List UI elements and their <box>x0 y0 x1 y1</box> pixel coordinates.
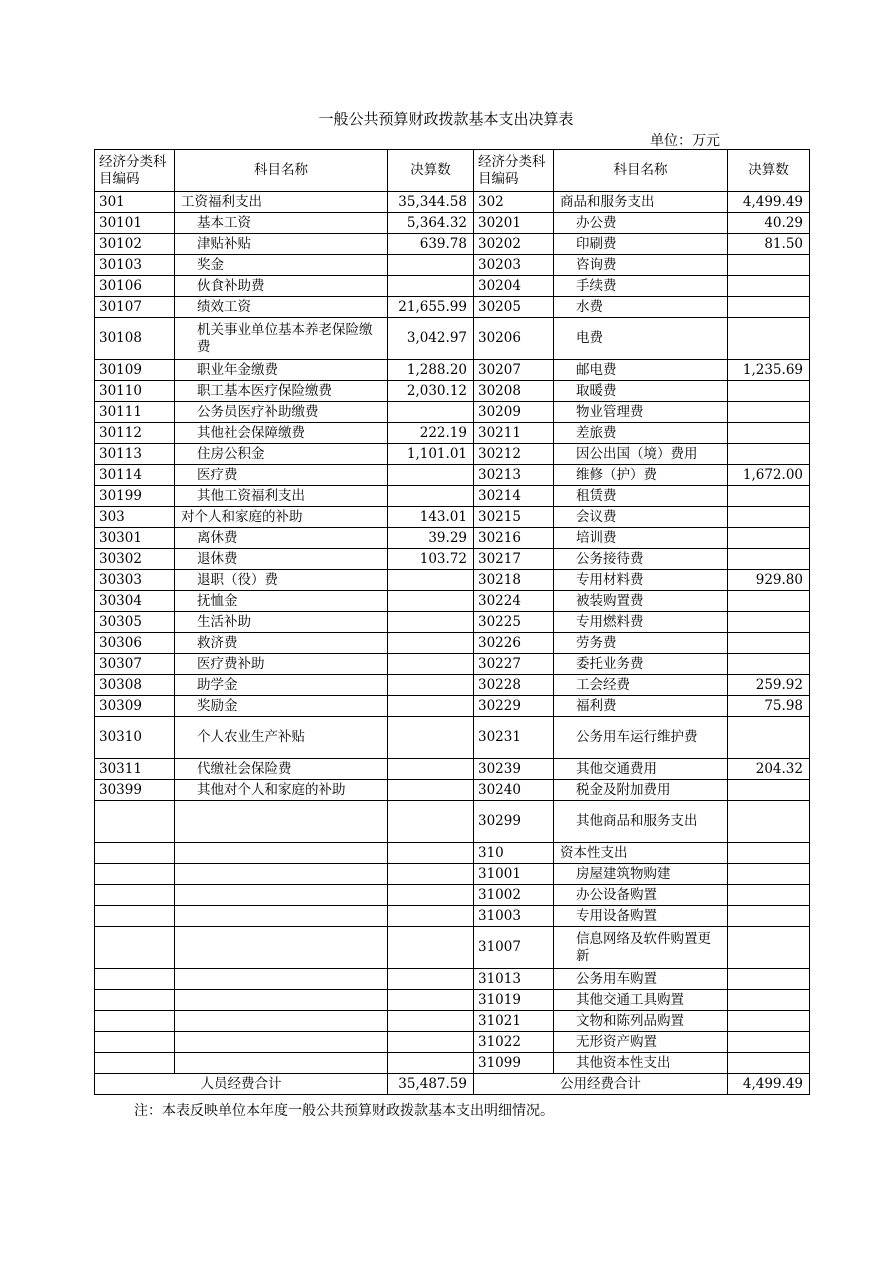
table-row <box>95 318 810 360</box>
right-name-cell: 租赁费 <box>554 486 728 507</box>
table-row <box>95 612 810 633</box>
left-name-cell: 伙食补助费 <box>175 276 388 297</box>
table-row <box>95 234 810 255</box>
left-amount-cell: 103.72 <box>388 549 474 570</box>
right-amount-cell <box>728 801 810 843</box>
right-name-cell: 福利费 <box>554 696 728 717</box>
right-amount-cell: 1,235.69 <box>728 360 810 381</box>
left-amount-cell: 21,655.99 <box>388 297 474 318</box>
personnel-total-amount: 35,487.59 <box>388 1074 474 1095</box>
left-code-cell: 30106 <box>95 276 175 297</box>
table-row <box>95 696 810 717</box>
left-amount-cell <box>388 780 474 801</box>
left-code-cell: 30103 <box>95 255 175 276</box>
right-amount-cell <box>728 276 810 297</box>
right-name-cell: 资本性支出 <box>554 843 728 864</box>
left-name-cell: 医疗费 <box>175 465 388 486</box>
table-row <box>95 276 810 297</box>
left-amount-cell: 1,101.01 <box>388 444 474 465</box>
header-code-right: 经济分类科目编码 <box>474 150 554 192</box>
right-code-cell: 31019 <box>474 990 554 1011</box>
left-amount-cell <box>388 591 474 612</box>
personnel-total-label: 人员经费合计 <box>95 1074 388 1095</box>
right-code-cell: 31022 <box>474 1032 554 1053</box>
right-name-cell: 会议费 <box>554 507 728 528</box>
left-code-cell: 30307 <box>95 654 175 675</box>
right-amount-cell <box>728 969 810 990</box>
right-name-cell: 差旅费 <box>554 423 728 444</box>
right-code-cell: 31007 <box>474 927 554 969</box>
right-code-cell: 30204 <box>474 276 554 297</box>
left-amount-cell <box>388 696 474 717</box>
footnote: 注：本表反映单位本年度一般公共预算财政拨款基本支出明细情况。 <box>134 1103 554 1119</box>
left-code-cell <box>95 801 175 843</box>
table-row <box>95 507 810 528</box>
left-amount-cell <box>388 654 474 675</box>
right-amount-cell <box>728 444 810 465</box>
left-amount-cell: 143.01 <box>388 507 474 528</box>
right-amount-cell <box>728 318 810 360</box>
right-amount-cell <box>728 1053 810 1074</box>
left-amount-cell: 39.29 <box>388 528 474 549</box>
right-code-cell: 30216 <box>474 528 554 549</box>
right-amount-cell <box>728 1011 810 1032</box>
left-name-cell: 其他工资福利支出 <box>175 486 388 507</box>
left-code-cell: 30107 <box>95 297 175 318</box>
right-amount-cell: 204.32 <box>728 759 810 780</box>
left-amount-cell <box>388 486 474 507</box>
right-name-cell: 公务用车运行维护费 <box>554 717 728 759</box>
right-code-cell: 30224 <box>474 591 554 612</box>
right-code-cell: 30213 <box>474 465 554 486</box>
left-amount-cell <box>388 717 474 759</box>
right-code-cell: 31021 <box>474 1011 554 1032</box>
left-name-cell: 职工基本医疗保险缴费 <box>175 381 388 402</box>
right-amount-cell <box>728 633 810 654</box>
left-code-cell: 301 <box>95 192 175 213</box>
left-name-cell: 代缴社会保险费 <box>175 759 388 780</box>
table-row <box>95 780 810 801</box>
totals-row <box>95 1074 810 1095</box>
left-code-cell: 30310 <box>95 717 175 759</box>
table-row <box>95 990 810 1011</box>
right-name-cell: 因公出国（境）费用 <box>554 444 728 465</box>
right-name-cell: 公务接待费 <box>554 549 728 570</box>
left-code-cell: 303 <box>95 507 175 528</box>
right-name-cell: 其他交通费用 <box>554 759 728 780</box>
left-amount-cell <box>388 465 474 486</box>
right-amount-cell <box>728 486 810 507</box>
table-row <box>95 801 810 843</box>
table-row <box>95 381 810 402</box>
right-name-cell: 印刷费 <box>554 234 728 255</box>
table-row <box>95 1032 810 1053</box>
right-name-cell: 物业管理费 <box>554 402 728 423</box>
table-row <box>95 486 810 507</box>
right-name-cell: 取暖费 <box>554 381 728 402</box>
right-code-cell: 31002 <box>474 885 554 906</box>
expenditure-table <box>94 149 810 1095</box>
left-name-cell <box>175 1032 388 1053</box>
table-row <box>95 759 810 780</box>
left-code-cell <box>95 885 175 906</box>
table-row <box>95 297 810 318</box>
left-amount-cell: 3,042.97 <box>388 318 474 360</box>
right-code-cell: 30227 <box>474 654 554 675</box>
right-amount-cell <box>728 885 810 906</box>
table-row <box>95 360 810 381</box>
right-name-cell: 劳务费 <box>554 633 728 654</box>
table-row <box>95 927 810 969</box>
table-row <box>95 864 810 885</box>
table-row <box>95 465 810 486</box>
left-code-cell: 30114 <box>95 465 175 486</box>
right-name-cell: 水费 <box>554 297 728 318</box>
right-code-cell: 30212 <box>474 444 554 465</box>
left-amount-cell: 222.19 <box>388 423 474 444</box>
left-code-cell <box>95 1011 175 1032</box>
table-row <box>95 402 810 423</box>
left-name-cell: 绩效工资 <box>175 297 388 318</box>
left-name-cell: 公务员医疗补助缴费 <box>175 402 388 423</box>
left-name-cell: 救济费 <box>175 633 388 654</box>
table-row <box>95 423 810 444</box>
left-code-cell: 30399 <box>95 780 175 801</box>
left-amount-cell <box>388 1032 474 1053</box>
right-amount-cell <box>728 381 810 402</box>
left-amount-cell <box>388 1053 474 1074</box>
left-code-cell: 30109 <box>95 360 175 381</box>
right-amount-cell <box>728 864 810 885</box>
right-amount-cell <box>728 549 810 570</box>
right-name-cell: 公务用车购置 <box>554 969 728 990</box>
left-amount-cell <box>388 759 474 780</box>
right-code-cell: 30211 <box>474 423 554 444</box>
table-row <box>95 633 810 654</box>
left-amount-cell <box>388 906 474 927</box>
table-row <box>95 885 810 906</box>
right-amount-cell <box>728 591 810 612</box>
right-code-cell: 30229 <box>474 696 554 717</box>
right-code-cell: 302 <box>474 192 554 213</box>
right-name-cell: 邮电费 <box>554 360 728 381</box>
right-name-cell: 专用燃料费 <box>554 612 728 633</box>
left-code-cell: 30306 <box>95 633 175 654</box>
right-name-cell: 税金及附加费用 <box>554 780 728 801</box>
left-amount-cell <box>388 801 474 843</box>
header-row <box>95 150 810 192</box>
right-code-cell: 30206 <box>474 318 554 360</box>
left-code-cell <box>95 1032 175 1053</box>
table-row <box>95 1053 810 1074</box>
table-row <box>95 906 810 927</box>
right-code-cell: 30226 <box>474 633 554 654</box>
right-code-cell: 31013 <box>474 969 554 990</box>
left-name-cell <box>175 843 388 864</box>
left-code-cell: 30108 <box>95 318 175 360</box>
left-code-cell: 30199 <box>95 486 175 507</box>
right-name-cell: 房屋建筑物购建 <box>554 864 728 885</box>
table-row <box>95 570 810 591</box>
left-amount-cell <box>388 402 474 423</box>
right-amount-cell: 75.98 <box>728 696 810 717</box>
right-code-cell: 30225 <box>474 612 554 633</box>
right-amount-cell <box>728 297 810 318</box>
right-amount-cell <box>728 528 810 549</box>
left-name-cell <box>175 801 388 843</box>
left-name-cell <box>175 885 388 906</box>
left-amount-cell: 35,344.58 <box>388 192 474 213</box>
right-code-cell: 310 <box>474 843 554 864</box>
left-name-cell: 离休费 <box>175 528 388 549</box>
right-name-cell: 其他商品和服务支出 <box>554 801 728 843</box>
left-name-cell <box>175 969 388 990</box>
left-name-cell <box>175 927 388 969</box>
right-name-cell: 咨询费 <box>554 255 728 276</box>
right-amount-cell <box>728 402 810 423</box>
right-amount-cell <box>728 717 810 759</box>
left-name-cell: 其他社会保障缴费 <box>175 423 388 444</box>
right-amount-cell <box>728 780 810 801</box>
right-name-cell: 专用设备购置 <box>554 906 728 927</box>
right-code-cell: 30209 <box>474 402 554 423</box>
left-name-cell: 个人农业生产补贴 <box>175 717 388 759</box>
right-amount-cell: 4,499.49 <box>728 192 810 213</box>
table-row <box>95 717 810 759</box>
left-amount-cell <box>388 570 474 591</box>
left-amount-cell <box>388 927 474 969</box>
right-amount-cell: 81.50 <box>728 234 810 255</box>
unit-label: 单位：万元 <box>650 133 720 149</box>
left-code-cell <box>95 843 175 864</box>
right-code-cell: 30207 <box>474 360 554 381</box>
left-amount-cell <box>388 969 474 990</box>
left-name-cell: 退休费 <box>175 549 388 570</box>
header-name-right: 科目名称 <box>554 150 728 192</box>
right-amount-cell <box>728 906 810 927</box>
public-total-amount: 4,499.49 <box>728 1074 810 1095</box>
left-amount-cell <box>388 255 474 276</box>
left-amount-cell <box>388 864 474 885</box>
right-name-cell: 电费 <box>554 318 728 360</box>
right-amount-cell <box>728 843 810 864</box>
left-code-cell: 30113 <box>95 444 175 465</box>
right-code-cell: 30201 <box>474 213 554 234</box>
table-row <box>95 675 810 696</box>
right-code-cell: 30208 <box>474 381 554 402</box>
left-code-cell: 30305 <box>95 612 175 633</box>
right-amount-cell: 259.92 <box>728 675 810 696</box>
right-code-cell: 30215 <box>474 507 554 528</box>
right-name-cell: 其他资本性支出 <box>554 1053 728 1074</box>
left-code-cell <box>95 864 175 885</box>
right-code-cell: 31001 <box>474 864 554 885</box>
left-name-cell: 医疗费补助 <box>175 654 388 675</box>
left-amount-cell <box>388 1011 474 1032</box>
right-amount-cell <box>728 990 810 1011</box>
right-amount-cell <box>728 423 810 444</box>
left-amount-cell <box>388 612 474 633</box>
left-name-cell <box>175 864 388 885</box>
right-name-cell: 其他交通工具购置 <box>554 990 728 1011</box>
right-code-cell: 30202 <box>474 234 554 255</box>
header-code-left: 经济分类科目编码 <box>95 150 175 192</box>
right-amount-cell <box>728 654 810 675</box>
right-name-cell: 商品和服务支出 <box>554 192 728 213</box>
table-row <box>95 549 810 570</box>
left-code-cell: 30309 <box>95 696 175 717</box>
left-amount-cell: 5,364.32 <box>388 213 474 234</box>
left-code-cell: 30111 <box>95 402 175 423</box>
left-amount-cell <box>388 633 474 654</box>
table-row <box>95 444 810 465</box>
left-name-cell: 津贴补贴 <box>175 234 388 255</box>
table-row <box>95 969 810 990</box>
table-row <box>95 528 810 549</box>
left-amount-cell <box>388 990 474 1011</box>
table-row <box>95 654 810 675</box>
left-code-cell: 30102 <box>95 234 175 255</box>
table-body <box>95 150 810 1095</box>
left-name-cell: 退职（役）费 <box>175 570 388 591</box>
table-row <box>95 192 810 213</box>
right-name-cell: 培训费 <box>554 528 728 549</box>
table-row <box>95 591 810 612</box>
right-amount-cell: 40.29 <box>728 213 810 234</box>
left-code-cell: 30302 <box>95 549 175 570</box>
left-code-cell: 30101 <box>95 213 175 234</box>
right-amount-cell <box>728 507 810 528</box>
right-name-cell: 委托业务费 <box>554 654 728 675</box>
header-name-left: 科目名称 <box>175 150 388 192</box>
left-name-cell: 工资福利支出 <box>175 192 388 213</box>
right-amount-cell <box>728 927 810 969</box>
header-amount-right: 决算数 <box>728 150 810 192</box>
left-amount-cell <box>388 675 474 696</box>
left-name-cell <box>175 990 388 1011</box>
left-code-cell: 30303 <box>95 570 175 591</box>
right-code-cell: 30203 <box>474 255 554 276</box>
left-code-cell: 30304 <box>95 591 175 612</box>
left-code-cell <box>95 1053 175 1074</box>
left-amount-cell <box>388 843 474 864</box>
right-code-cell: 30218 <box>474 570 554 591</box>
right-name-cell: 维修（护）费 <box>554 465 728 486</box>
left-amount-cell <box>388 276 474 297</box>
left-code-cell: 30112 <box>95 423 175 444</box>
right-name-cell: 手续费 <box>554 276 728 297</box>
right-name-cell: 被装购置费 <box>554 591 728 612</box>
right-code-cell: 30214 <box>474 486 554 507</box>
right-name-cell: 专用材料费 <box>554 570 728 591</box>
public-total-label: 公用经费合计 <box>474 1074 728 1095</box>
left-code-cell: 30110 <box>95 381 175 402</box>
left-name-cell: 基本工资 <box>175 213 388 234</box>
right-code-cell: 30217 <box>474 549 554 570</box>
left-amount-cell <box>388 885 474 906</box>
right-code-cell: 30205 <box>474 297 554 318</box>
left-name-cell <box>175 906 388 927</box>
left-code-cell: 30301 <box>95 528 175 549</box>
right-name-cell: 无形资产购置 <box>554 1032 728 1053</box>
left-code-cell <box>95 927 175 969</box>
right-name-cell: 办公费 <box>554 213 728 234</box>
left-name-cell: 抚恤金 <box>175 591 388 612</box>
left-name-cell: 助学金 <box>175 675 388 696</box>
left-amount-cell: 639.78 <box>388 234 474 255</box>
left-name-cell: 对个人和家庭的补助 <box>175 507 388 528</box>
header-amount-left: 决算数 <box>388 150 474 192</box>
table-row <box>95 843 810 864</box>
right-code-cell: 30239 <box>474 759 554 780</box>
page-title: 一般公共预算财政拨款基本支出决算表 <box>318 110 574 128</box>
right-code-cell: 30231 <box>474 717 554 759</box>
right-amount-cell <box>728 1032 810 1053</box>
right-name-cell: 信息网络及软件购置更新 <box>554 927 728 969</box>
left-code-cell <box>95 969 175 990</box>
right-code-cell: 30228 <box>474 675 554 696</box>
right-code-cell: 30240 <box>474 780 554 801</box>
table-row <box>95 213 810 234</box>
right-amount-cell <box>728 255 810 276</box>
left-name-cell: 其他对个人和家庭的补助 <box>175 780 388 801</box>
right-amount-cell: 929.80 <box>728 570 810 591</box>
left-code-cell <box>95 906 175 927</box>
right-amount-cell <box>728 612 810 633</box>
right-code-cell: 31099 <box>474 1053 554 1074</box>
left-amount-cell: 2,030.12 <box>388 381 474 402</box>
left-name-cell: 机关事业单位基本养老保险缴费 <box>175 318 388 360</box>
right-code-cell: 30299 <box>474 801 554 843</box>
left-name-cell <box>175 1011 388 1032</box>
table-row <box>95 1011 810 1032</box>
right-name-cell: 办公设备购置 <box>554 885 728 906</box>
left-amount-cell: 1,288.20 <box>388 360 474 381</box>
right-amount-cell: 1,672.00 <box>728 465 810 486</box>
right-name-cell: 工会经费 <box>554 675 728 696</box>
left-name-cell: 奖金 <box>175 255 388 276</box>
left-name-cell <box>175 1053 388 1074</box>
left-code-cell: 30308 <box>95 675 175 696</box>
right-code-cell: 31003 <box>474 906 554 927</box>
left-code-cell <box>95 990 175 1011</box>
left-code-cell: 30311 <box>95 759 175 780</box>
left-name-cell: 住房公积金 <box>175 444 388 465</box>
right-name-cell: 文物和陈列品购置 <box>554 1011 728 1032</box>
left-name-cell: 职业年金缴费 <box>175 360 388 381</box>
left-name-cell: 生活补助 <box>175 612 388 633</box>
left-name-cell: 奖励金 <box>175 696 388 717</box>
table-row <box>95 255 810 276</box>
